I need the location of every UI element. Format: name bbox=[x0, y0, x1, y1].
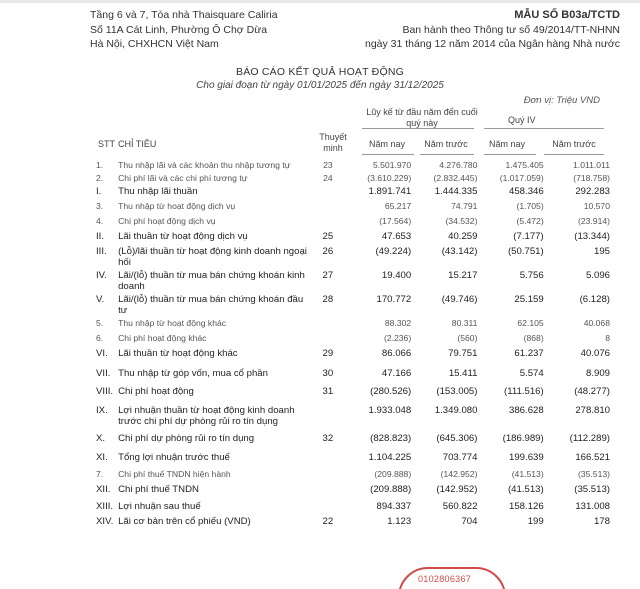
row-ytd-current: 88.302 bbox=[384, 318, 412, 328]
form-issued-by: Ban hành theo Thông tư số 49/2014/TT-NHNN bbox=[402, 23, 620, 36]
row-stt: III. bbox=[96, 246, 107, 257]
row-note: 22 bbox=[322, 516, 334, 527]
row-note: 27 bbox=[322, 270, 334, 281]
row-note bbox=[311, 405, 345, 433]
row-quarter-current: 62.105 bbox=[517, 318, 544, 328]
row-quarter-previous: 178 bbox=[593, 516, 610, 527]
table-row bbox=[96, 173, 610, 186]
row-quarter-current: 25.159 bbox=[514, 294, 544, 305]
row-note bbox=[311, 318, 345, 333]
company-address-line-2: Số 11A Cát Linh, Phường Ô Chợ Dừa bbox=[90, 23, 268, 36]
row-stt: 3. bbox=[96, 201, 104, 211]
row-quarter-current: (1.705) bbox=[516, 201, 544, 211]
row-quarter-current: (111.516) bbox=[504, 386, 544, 397]
row-quarter-current: 458.346 bbox=[509, 186, 544, 197]
row-indicator: Lợi nhuận thuần từ hoạt động kinh doanh trước chi phí dự phòng rủi ro tín dụng bbox=[118, 405, 295, 427]
row-ytd-previous: 703.774 bbox=[442, 452, 478, 463]
row-stt: XI. bbox=[96, 452, 108, 463]
row-ytd-current: 1.891.741 bbox=[368, 186, 412, 197]
row-ytd-current: (3.610.229) bbox=[367, 173, 412, 183]
row-quarter-previous: (35.513) bbox=[577, 469, 610, 479]
row-ytd-previous: (560) bbox=[457, 333, 478, 343]
row-indicator: Lãi/(lỗ) thuần từ mua bán chứng khoán đầu tư bbox=[118, 294, 304, 316]
row-quarter-current: (5.472) bbox=[516, 216, 544, 226]
row-quarter-previous: 10.570 bbox=[583, 201, 610, 211]
header-note: Thuyết minh bbox=[319, 132, 347, 153]
header-quarter-previous: Năm trước bbox=[552, 139, 596, 149]
row-quarter-previous: 166.521 bbox=[575, 452, 610, 463]
row-ytd-current: 47.653 bbox=[381, 231, 412, 242]
row-quarter-previous: (48.277) bbox=[574, 386, 610, 397]
row-ytd-previous: 4.276.780 bbox=[439, 160, 478, 170]
row-quarter-previous: 195 bbox=[593, 246, 610, 257]
row-note: 26 bbox=[322, 246, 334, 257]
row-note bbox=[311, 501, 345, 516]
row-stt: XIV. bbox=[96, 516, 114, 527]
table-row bbox=[96, 318, 610, 333]
row-quarter-current: 199.639 bbox=[509, 452, 544, 463]
row-ytd-current: 1.104.225 bbox=[368, 452, 412, 463]
row-ytd-current: (280.526) bbox=[370, 386, 412, 397]
row-ytd-current: 65.217 bbox=[384, 201, 412, 211]
table-row bbox=[96, 186, 610, 201]
row-ytd-previous: (142.952) bbox=[440, 469, 478, 479]
row-note: 24 bbox=[323, 173, 333, 183]
income-statement-table bbox=[96, 160, 610, 534]
header-ytd-underline bbox=[362, 128, 474, 129]
row-note: 23 bbox=[323, 160, 333, 170]
row-stt: XII. bbox=[96, 484, 111, 495]
row-indicator: Thu nhập từ hoạt động dịch vụ bbox=[118, 201, 236, 211]
row-quarter-previous: (13.344) bbox=[574, 231, 610, 242]
row-ytd-current: (2.236) bbox=[383, 333, 412, 343]
row-quarter-current: (868) bbox=[523, 333, 544, 343]
row-note bbox=[311, 186, 345, 201]
income-statement-rows bbox=[96, 160, 610, 534]
table-row bbox=[96, 160, 610, 173]
company-stamp-number: 0102806367 bbox=[418, 574, 472, 584]
table-row bbox=[96, 348, 610, 368]
row-indicator: Lãi/(lỗ) thuần từ mua bán chứng khoán kinh doanh bbox=[118, 270, 305, 292]
row-note bbox=[311, 201, 345, 216]
row-quarter-current: (50.751) bbox=[507, 246, 544, 257]
row-ytd-current: 47.166 bbox=[381, 368, 412, 379]
row-ytd-current: 1.933.048 bbox=[368, 405, 412, 416]
row-note bbox=[311, 333, 345, 348]
header-col1-underline bbox=[362, 154, 414, 155]
row-quarter-previous: (23.914) bbox=[577, 216, 610, 226]
row-stt: 6. bbox=[96, 333, 104, 343]
row-note: 30 bbox=[322, 368, 334, 379]
table-row bbox=[96, 216, 610, 231]
row-quarter-previous: 8.909 bbox=[585, 368, 610, 379]
row-ytd-previous: (645.306) bbox=[436, 433, 478, 444]
row-ytd-current: 5.501.970 bbox=[372, 160, 412, 170]
header-stt: STT bbox=[98, 139, 115, 149]
row-stt: X. bbox=[96, 433, 106, 444]
table-row bbox=[96, 201, 610, 216]
row-note: 31 bbox=[322, 386, 334, 397]
row-quarter-previous: 8 bbox=[605, 333, 610, 343]
row-note: 25 bbox=[322, 231, 334, 242]
table-row bbox=[96, 231, 610, 246]
row-stt: VII. bbox=[96, 368, 111, 379]
row-stt: 7. bbox=[96, 469, 104, 479]
row-ytd-previous: 79.751 bbox=[448, 348, 478, 359]
table-row bbox=[96, 386, 610, 405]
row-note bbox=[311, 452, 345, 469]
report-unit: Đơn vị: Triệu VND bbox=[523, 95, 600, 106]
row-stt: XIII. bbox=[96, 501, 114, 512]
row-indicator: Chi phí thuế TNDN bbox=[118, 484, 199, 495]
row-quarter-previous: 131.008 bbox=[575, 501, 610, 512]
row-stt: II. bbox=[96, 231, 104, 242]
header-quarter-underline bbox=[484, 128, 604, 129]
row-quarter-current: (41.513) bbox=[507, 484, 544, 495]
row-indicator: Thu nhập từ hoạt động khác bbox=[118, 318, 227, 328]
row-ytd-current: 86.066 bbox=[381, 348, 412, 359]
row-ytd-current: (828.823) bbox=[370, 433, 412, 444]
table-row bbox=[96, 270, 610, 294]
row-note: 29 bbox=[322, 348, 334, 359]
row-ytd-current: (49.224) bbox=[375, 246, 412, 257]
row-stt: I. bbox=[96, 186, 102, 197]
row-ytd-previous: (34.532) bbox=[445, 216, 478, 226]
row-quarter-previous: 278.810 bbox=[575, 405, 610, 416]
row-note bbox=[311, 484, 345, 501]
row-ytd-previous: (43.142) bbox=[441, 246, 478, 257]
header-col3-underline bbox=[484, 154, 536, 155]
header-quarter-current: Năm nay bbox=[488, 139, 525, 149]
row-indicator: Thu nhập từ góp vốn, mua cổ phần bbox=[118, 368, 268, 379]
row-quarter-current: 1.475.405 bbox=[505, 160, 544, 170]
header-quarter-group: Quý IV bbox=[508, 115, 536, 125]
row-ytd-current: (209.888) bbox=[374, 469, 412, 479]
row-ytd-current: 19.400 bbox=[381, 270, 412, 281]
form-reference bbox=[365, 8, 620, 52]
row-indicator: Chi phí thuế TNDN hiện hành bbox=[118, 469, 231, 479]
row-quarter-current: 199 bbox=[527, 516, 544, 527]
form-code: MẪU SỐ B03a/TCTD bbox=[514, 9, 620, 21]
row-quarter-previous: 292.283 bbox=[575, 186, 610, 197]
row-ytd-previous: 40.259 bbox=[448, 231, 478, 242]
row-ytd-previous: 74.791 bbox=[451, 201, 478, 211]
row-indicator: Thu nhập lãi thuần bbox=[118, 186, 198, 197]
row-indicator: Lợi nhuận sau thuế bbox=[118, 501, 201, 512]
table-row bbox=[96, 516, 610, 534]
table-row bbox=[96, 452, 610, 469]
row-ytd-previous: 80.311 bbox=[451, 318, 478, 328]
company-address bbox=[90, 8, 278, 52]
row-ytd-previous: (2.832.445) bbox=[433, 173, 478, 183]
report-title: BÁO CÁO KẾT QUẢ HOẠT ĐỘNG bbox=[236, 66, 404, 78]
row-note bbox=[311, 469, 345, 484]
row-quarter-current: (1.017.059) bbox=[499, 173, 544, 183]
table-row bbox=[96, 405, 610, 433]
form-issued-date: ngày 31 tháng 12 năm 2014 của Ngân hàng Nhà nước bbox=[364, 38, 620, 50]
row-ytd-previous: 15.411 bbox=[448, 368, 478, 379]
table-row bbox=[96, 368, 610, 386]
row-ytd-previous: 15.217 bbox=[448, 270, 478, 281]
header-col4-underline bbox=[544, 154, 604, 155]
row-indicator: Chi phí hoạt động bbox=[118, 386, 194, 397]
row-stt: V. bbox=[96, 294, 105, 305]
row-stt: VI. bbox=[96, 348, 108, 359]
row-note: 32 bbox=[322, 433, 334, 444]
row-indicator: Chi phí hoạt động dịch vụ bbox=[118, 216, 216, 226]
row-stt: 4. bbox=[96, 216, 104, 226]
row-indicator: Thu nhập lãi và các khoản thu nhập tương tự bbox=[118, 160, 291, 170]
header-ytd-current: Năm nay bbox=[368, 139, 405, 149]
row-stt: IV. bbox=[96, 270, 107, 281]
row-quarter-current: (186.989) bbox=[502, 433, 544, 444]
row-indicator: Lãi thuần từ hoạt động khác bbox=[118, 348, 238, 359]
row-ytd-current: 170.772 bbox=[376, 294, 412, 305]
row-quarter-previous: (112.289) bbox=[569, 433, 610, 444]
row-ytd-previous: (153.005) bbox=[436, 386, 478, 397]
row-quarter-previous: (718.758) bbox=[573, 173, 610, 183]
header-ytd-group: Lũy kế từ đầu năm đến cuối quý này bbox=[366, 107, 478, 128]
row-ytd-current: 894.337 bbox=[376, 501, 412, 512]
row-ytd-current: 1.123 bbox=[387, 516, 412, 527]
row-quarter-current: 158.126 bbox=[509, 501, 544, 512]
header-ytd-previous: Năm trước bbox=[424, 139, 468, 149]
row-indicator: Lãi thuần từ hoạt động dịch vụ bbox=[118, 231, 248, 242]
row-stt: VIII. bbox=[96, 386, 114, 397]
row-note bbox=[311, 216, 345, 231]
row-quarter-previous: 40.068 bbox=[583, 318, 610, 328]
row-quarter-previous: (35.513) bbox=[574, 484, 610, 495]
table-row bbox=[96, 294, 610, 318]
row-stt: 5. bbox=[96, 318, 104, 328]
row-quarter-current: (41.513) bbox=[511, 469, 544, 479]
row-stt: 2. bbox=[96, 173, 104, 183]
row-indicator: Chi phí hoạt động khác bbox=[118, 333, 207, 343]
row-stt: 1. bbox=[96, 160, 104, 170]
row-quarter-current: 5.756 bbox=[519, 270, 544, 281]
row-ytd-previous: (142.952) bbox=[436, 484, 478, 495]
table-row bbox=[96, 246, 610, 270]
row-ytd-previous: (49.746) bbox=[441, 294, 478, 305]
row-quarter-previous: 40.076 bbox=[580, 348, 610, 359]
row-indicator: Lãi cơ bản trên cổ phiếu (VND) bbox=[118, 516, 251, 527]
row-ytd-previous: 1.349.080 bbox=[434, 405, 478, 416]
table-row bbox=[96, 501, 610, 516]
row-quarter-previous: 5.096 bbox=[585, 270, 610, 281]
row-indicator: Chi phí dự phòng rủi ro tín dụng bbox=[118, 433, 255, 444]
row-quarter-previous: 1.011.011 bbox=[573, 160, 610, 170]
row-quarter-current: 5.574 bbox=[519, 368, 544, 379]
company-address-line-3: Hà Nội, CHXHCN Việt Nam bbox=[90, 38, 219, 50]
row-quarter-previous: (6.128) bbox=[579, 294, 610, 305]
company-address-line-1: Tầng 6 và 7, Tòa nhà Thaisquare Caliria bbox=[90, 9, 278, 21]
table-row bbox=[96, 433, 610, 452]
table-row bbox=[96, 484, 610, 501]
row-ytd-previous: 1.444.335 bbox=[434, 186, 478, 197]
row-stt: IX. bbox=[96, 405, 108, 416]
row-ytd-current: (17.564) bbox=[379, 216, 412, 226]
row-indicator: (Lỗ)/lãi thuần từ hoạt động kinh doanh ngoại hối bbox=[118, 246, 307, 268]
row-ytd-current: (209.888) bbox=[370, 484, 412, 495]
report-period: Cho giai đoạn từ ngày 01/01/2025 đến ngày 31/12/2025 bbox=[196, 80, 444, 91]
header-indicator: CHỈ TIÊU bbox=[118, 139, 157, 149]
row-quarter-current: 386.628 bbox=[509, 405, 544, 416]
row-note: 28 bbox=[322, 294, 334, 305]
header-col2-underline bbox=[420, 154, 474, 155]
window-top-edge bbox=[0, 0, 640, 3]
table-row bbox=[96, 333, 610, 348]
row-ytd-previous: 560.822 bbox=[442, 501, 478, 512]
row-indicator: Tổng lợi nhuận trước thuế bbox=[118, 452, 230, 463]
table-row bbox=[96, 469, 610, 484]
row-ytd-previous: 704 bbox=[461, 516, 478, 527]
row-quarter-current: 61.237 bbox=[514, 348, 544, 359]
row-quarter-current: (7.177) bbox=[513, 231, 544, 242]
row-indicator: Chi phí lãi và các chi phí tương tự bbox=[118, 173, 248, 183]
